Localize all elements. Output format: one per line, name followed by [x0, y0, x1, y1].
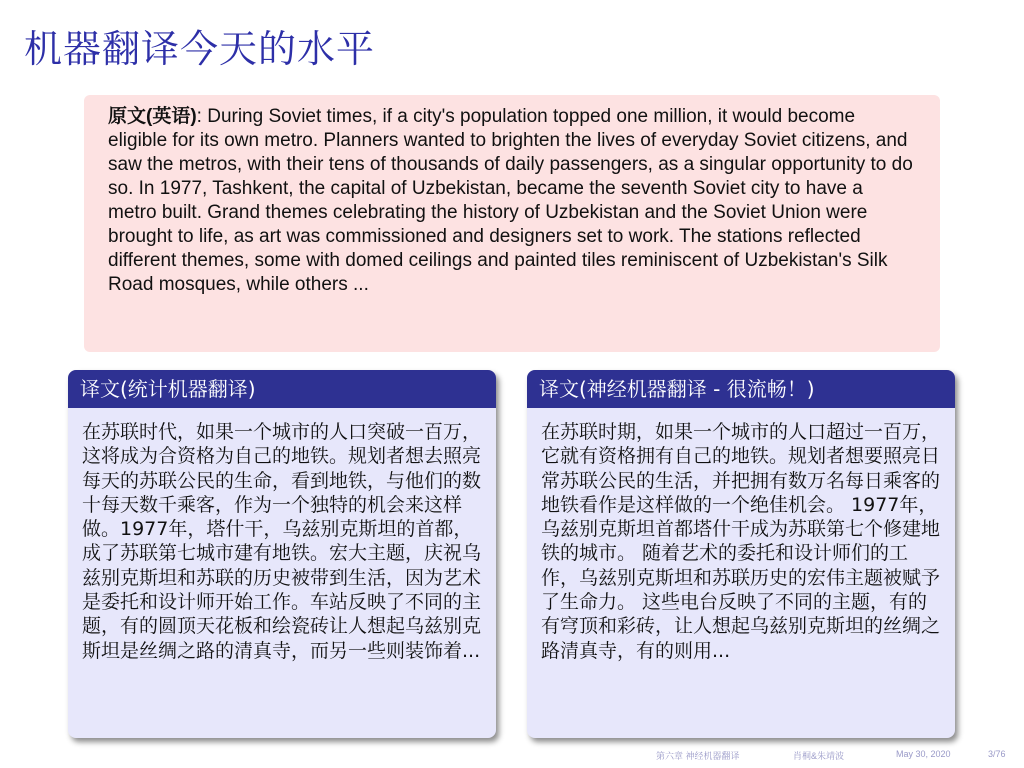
footer-author: 肖桐&朱靖波 — [793, 751, 845, 761]
smt-translation-text: 在苏联时代，如果一个城市的人口突破一百万，这将成为合资格为自己的地铁。规划者想去照亮每天的苏联公民的生命，看到地铁，与他们的数十每天数千乘客，作为一个独特的机会来这样做。1977年，塔什干，乌兹别克斯坦的首都，成了苏联第七城市建有地铁。宏大主题，庆祝乌兹别克斯坦和苏联的历史被带到生活，因为艺术是委托和设计师开始工作。车站反映了不同的主题，有的圆顶天花板和绘瓷砖让人想起乌兹别克斯坦是丝绸之路的清真寺，而另一些则装饰着... — [82, 421, 482, 662]
nmt-translation-block — [527, 370, 955, 738]
footer-date: May 30, 2020 — [896, 749, 951, 759]
source-text-box — [84, 95, 940, 352]
nmt-block-title: 译文(神经机器翻译 - 很流畅！) — [527, 370, 955, 408]
nmt-translation-text: 在苏联时期，如果一个城市的人口超过一百万，它就有资格拥有自己的地铁。规划者想要照亮日常苏联公民的生活，并把拥有数万名每日乘客的地铁看作是这样做的一个绝佳机会。 1977年，乌兹别克斯坦首都塔什干成为苏联第七个修建地铁的城市。 随着艺术的委托和设计师们的工作，乌兹别克斯坦和苏联历史的宏伟主题被赋予了生命力。 这些电台反映了不同的主题，有的有穹顶和彩砖，让人想起乌兹别克斯坦的丝绸之路清真寺，有的则用... — [541, 421, 941, 662]
slide-title: 机器翻译今天的水平 — [24, 27, 376, 71]
source-paragraph — [108, 105, 916, 297]
smt-translation-block — [68, 370, 496, 738]
source-body: During Soviet times, if a city's population topped one million, it would become eligible for its own metro. Planners wanted to brighten the lives of everyday Soviet citizens, and saw the metros, with their tens of thousands of daily passengers, as a singular opportunity to do so. In 1977, Tashkent, the capital of Uzbekistan, became the seventh Soviet city to have a metro built. Grand themes celebrating the history of Uzbekistan and the Soviet Union were brought to life, as art was commissioned and designers set to work. The stations reflected different themes, some with domed ceilings and painted tiles reminiscent of Uzbekistan's Silk Road mosques, while others ... — [108, 106, 913, 295]
smt-block-title: 译文(统计机器翻译) — [68, 370, 496, 408]
footer-section: 第六章 神经机器翻译 — [656, 751, 740, 761]
slide-footer — [0, 749, 1024, 763]
footer-page-number: 3/76 — [988, 749, 1006, 759]
source-label: 原文(英语) — [108, 106, 197, 127]
source-separator: : — [196, 106, 202, 127]
